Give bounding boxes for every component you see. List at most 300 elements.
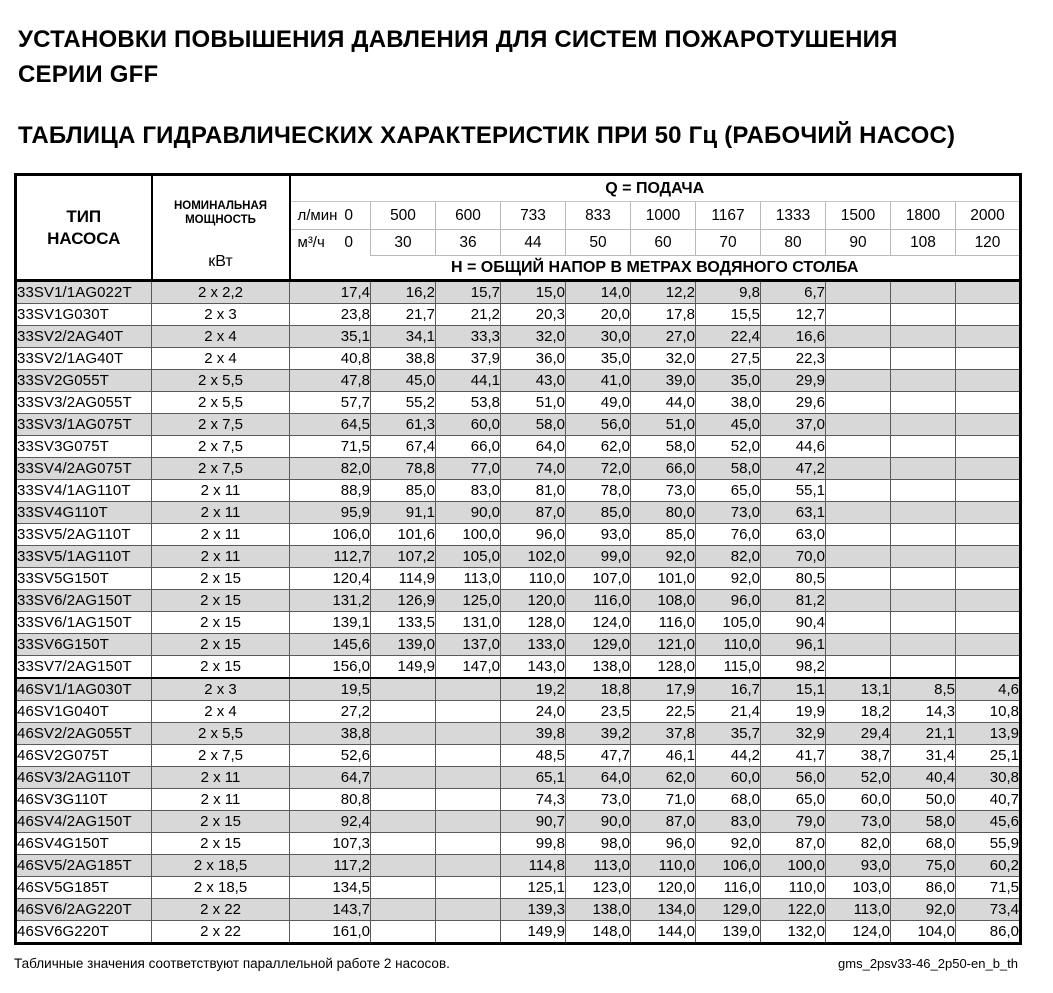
- table-row: [16, 855, 1021, 877]
- head-value-cell: 44,6: [761, 436, 826, 458]
- table-row: [16, 634, 1021, 656]
- table-row: [16, 458, 1021, 480]
- page-title-line2: СЕРИИ GFF: [18, 61, 159, 88]
- power-cell: 2 x 4: [152, 701, 290, 723]
- pump-table-body: [16, 281, 1021, 944]
- head-value-cell: 22,3: [761, 348, 826, 370]
- head-value-cell: 104,0: [891, 921, 956, 944]
- head-value-cell: [956, 546, 1021, 568]
- head-value-cell: 77,0: [436, 458, 501, 480]
- hydraulic-characteristics-table: [14, 173, 1022, 945]
- head-value-cell: 96,0: [631, 833, 696, 855]
- head-value-cell: 131,2: [290, 590, 371, 612]
- head-value-cell: 107,2: [371, 546, 436, 568]
- head-value-cell: 99,0: [566, 546, 631, 568]
- head-value-cell: 80,8: [290, 789, 371, 811]
- head-value-cell: 98,2: [761, 656, 826, 679]
- head-value-cell: 71,5: [956, 877, 1021, 899]
- head-value-cell: 12,2: [631, 281, 696, 304]
- head-value-cell: 45,0: [371, 370, 436, 392]
- flow-m3h-value: 60: [631, 230, 696, 256]
- power-cell: 2 x 3: [152, 304, 290, 326]
- flow-lmin-value: 1000: [631, 202, 696, 230]
- head-value-cell: 22,5: [631, 701, 696, 723]
- head-value-cell: 106,0: [696, 855, 761, 877]
- flow-m3h-value: 108: [891, 230, 956, 256]
- head-value-cell: 17,9: [631, 678, 696, 701]
- pump-type-cell: 33SV2/1AG40T: [16, 348, 152, 370]
- table-row: [16, 701, 1021, 723]
- head-value-cell: [826, 281, 891, 304]
- head-value-cell: [436, 921, 501, 944]
- head-value-cell: 92,0: [631, 546, 696, 568]
- head-value-cell: 81,2: [761, 590, 826, 612]
- head-value-cell: 149,9: [371, 656, 436, 679]
- head-value-cell: 4,6: [956, 678, 1021, 701]
- head-value-cell: [436, 811, 501, 833]
- head-value-cell: 45,6: [956, 811, 1021, 833]
- flow-lmin-value: 500: [371, 202, 436, 230]
- pump-type-cell: 33SV5/2AG110T: [16, 524, 152, 546]
- flow-lmin-value: 833: [566, 202, 631, 230]
- table-row: [16, 921, 1021, 944]
- head-value-cell: 31,4: [891, 745, 956, 767]
- head-value-cell: 48,5: [501, 745, 566, 767]
- pump-type-cell: 33SV6G150T: [16, 634, 152, 656]
- head-value-cell: [826, 634, 891, 656]
- pump-type-cell: 33SV2/2AG40T: [16, 326, 152, 348]
- head-value-cell: [891, 502, 956, 524]
- head-value-cell: [826, 414, 891, 436]
- table-row: [16, 436, 1021, 458]
- head-value-cell: 133,0: [501, 634, 566, 656]
- head-value-cell: [826, 612, 891, 634]
- power-cell: 2 x 11: [152, 480, 290, 502]
- head-value-cell: [436, 701, 501, 723]
- head-value-cell: 90,0: [566, 811, 631, 833]
- head-value-cell: 17,4: [290, 281, 371, 304]
- head-value-cell: 19,5: [290, 678, 371, 701]
- head-value-cell: [826, 436, 891, 458]
- head-value-cell: 92,0: [696, 833, 761, 855]
- power-cell: 2 x 5,5: [152, 392, 290, 414]
- power-cell: 2 x 4: [152, 326, 290, 348]
- head-value-cell: 40,7: [956, 789, 1021, 811]
- head-value-cell: 35,0: [566, 348, 631, 370]
- head-value-cell: 24,0: [501, 701, 566, 723]
- head-value-cell: 51,0: [501, 392, 566, 414]
- table-row: [16, 524, 1021, 546]
- power-cell: 2 x 11: [152, 546, 290, 568]
- head-value-cell: 51,0: [631, 414, 696, 436]
- head-value-cell: 40,8: [290, 348, 371, 370]
- power-cell: 2 x 15: [152, 833, 290, 855]
- head-value-cell: 113,0: [436, 568, 501, 590]
- head-value-cell: 139,3: [501, 899, 566, 921]
- head-value-cell: 132,0: [761, 921, 826, 944]
- head-value-cell: [371, 678, 436, 701]
- pump-type-cell: 33SV5/1AG110T: [16, 546, 152, 568]
- head-value-cell: 15,7: [436, 281, 501, 304]
- head-value-cell: 101,6: [371, 524, 436, 546]
- head-value-cell: 134,0: [631, 899, 696, 921]
- head-value-cell: 113,0: [566, 855, 631, 877]
- power-cell: 2 x 22: [152, 921, 290, 944]
- head-value-cell: 116,0: [696, 877, 761, 899]
- power-cell: 2 x 15: [152, 612, 290, 634]
- head-value-cell: [956, 281, 1021, 304]
- power-cell: 2 x 15: [152, 634, 290, 656]
- head-value-cell: [956, 326, 1021, 348]
- head-value-cell: [956, 480, 1021, 502]
- head-value-cell: [436, 855, 501, 877]
- head-value-cell: 55,2: [371, 392, 436, 414]
- head-value-cell: 66,0: [436, 436, 501, 458]
- head-value-cell: [891, 348, 956, 370]
- head-value-cell: 105,0: [696, 612, 761, 634]
- head-value-cell: 62,0: [566, 436, 631, 458]
- head-value-cell: 65,1: [501, 767, 566, 789]
- page-title: [18, 22, 1035, 92]
- table-row: [16, 656, 1021, 679]
- head-value-cell: 16,2: [371, 281, 436, 304]
- head-value-cell: 58,0: [696, 458, 761, 480]
- pump-type-cell: 46SV6G220T: [16, 921, 152, 944]
- head-value-cell: 14,3: [891, 701, 956, 723]
- head-value-cell: 107,3: [290, 833, 371, 855]
- head-value-cell: [956, 348, 1021, 370]
- power-cell: 2 x 11: [152, 789, 290, 811]
- flow-m3h-value: 70: [696, 230, 761, 256]
- head-value-cell: 46,1: [631, 745, 696, 767]
- flow-m3h-value: 90: [826, 230, 891, 256]
- head-value-cell: 120,0: [501, 590, 566, 612]
- head-value-cell: 27,2: [290, 701, 371, 723]
- head-value-cell: 16,6: [761, 326, 826, 348]
- pump-type-cell: 46SV2/2AG055T: [16, 723, 152, 745]
- head-value-cell: [371, 745, 436, 767]
- flow-lmin-value: 600: [436, 202, 501, 230]
- head-value-cell: 13,1: [826, 678, 891, 701]
- head-value-cell: [956, 502, 1021, 524]
- table-row: [16, 304, 1021, 326]
- pump-type-cell: 33SV1G030T: [16, 304, 152, 326]
- head-value-cell: 87,0: [501, 502, 566, 524]
- head-value-cell: 27,0: [631, 326, 696, 348]
- head-value-cell: 124,0: [826, 921, 891, 944]
- head-value-cell: 58,0: [891, 811, 956, 833]
- head-value-cell: [371, 767, 436, 789]
- head-value-cell: [436, 678, 501, 701]
- head-value-cell: 112,7: [290, 546, 371, 568]
- head-value-cell: 139,0: [371, 634, 436, 656]
- head-value-cell: [956, 634, 1021, 656]
- head-value-cell: 93,0: [566, 524, 631, 546]
- table-row: [16, 833, 1021, 855]
- head-value-cell: 78,0: [566, 480, 631, 502]
- head-value-cell: 57,7: [290, 392, 371, 414]
- head-value-cell: 52,0: [826, 767, 891, 789]
- pump-type-cell: 46SV3/2AG110T: [16, 767, 152, 789]
- head-value-cell: 143,0: [501, 656, 566, 679]
- head-value-cell: 138,0: [566, 656, 631, 679]
- power-unit-label: кВт: [208, 253, 233, 270]
- head-value-cell: 44,0: [631, 392, 696, 414]
- table-row: [16, 546, 1021, 568]
- head-value-cell: 148,0: [566, 921, 631, 944]
- head-value-cell: [956, 392, 1021, 414]
- pump-type-cell: 46SV1G040T: [16, 701, 152, 723]
- head-value-cell: 93,0: [826, 855, 891, 877]
- head-value-cell: 38,8: [290, 723, 371, 745]
- head-value-cell: [956, 304, 1021, 326]
- head-value-cell: 27,5: [696, 348, 761, 370]
- head-value-cell: 133,5: [371, 612, 436, 634]
- head-value-cell: [826, 590, 891, 612]
- head-value-cell: 92,0: [696, 568, 761, 590]
- head-value-cell: 110,0: [761, 877, 826, 899]
- head-value-cell: 80,0: [631, 502, 696, 524]
- head-value-cell: 114,8: [501, 855, 566, 877]
- page-title-line1: УСТАНОВКИ ПОВЫШЕНИЯ ДАВЛЕНИЯ ДЛЯ СИСТЕМ ПОЖАРОТУШЕНИЯ: [18, 26, 898, 53]
- head-value-cell: 122,0: [761, 899, 826, 921]
- head-value-cell: 85,0: [631, 524, 696, 546]
- head-value-cell: [436, 899, 501, 921]
- head-value-cell: 52,6: [290, 745, 371, 767]
- head-value-cell: 90,0: [436, 502, 501, 524]
- head-value-cell: [956, 524, 1021, 546]
- head-value-cell: [891, 458, 956, 480]
- head-value-cell: 71,0: [631, 789, 696, 811]
- head-value-cell: 100,0: [761, 855, 826, 877]
- head-value-cell: 39,8: [501, 723, 566, 745]
- head-value-cell: 95,9: [290, 502, 371, 524]
- head-value-cell: 91,1: [371, 502, 436, 524]
- head-value-cell: 114,9: [371, 568, 436, 590]
- head-value-cell: 121,0: [631, 634, 696, 656]
- pump-type-cell: 33SV4/1AG110T: [16, 480, 152, 502]
- flow-header: Q = ПОДАЧА: [290, 175, 1021, 202]
- pump-type-cell: 33SV6/1AG150T: [16, 612, 152, 634]
- head-value-cell: 92,4: [290, 811, 371, 833]
- flow-lmin-value: 733: [501, 202, 566, 230]
- head-value-cell: 38,8: [371, 348, 436, 370]
- head-value-cell: 149,9: [501, 921, 566, 944]
- head-value-cell: 129,0: [696, 899, 761, 921]
- head-value-cell: 21,1: [891, 723, 956, 745]
- title-block: [0, 0, 1053, 150]
- head-value-cell: 53,8: [436, 392, 501, 414]
- head-value-cell: 23,8: [290, 304, 371, 326]
- head-value-cell: 60,0: [696, 767, 761, 789]
- head-value-cell: 87,0: [631, 811, 696, 833]
- head-value-cell: 35,7: [696, 723, 761, 745]
- head-value-cell: 45,0: [696, 414, 761, 436]
- page-footer: [14, 956, 1020, 971]
- flow-lmin-value: 1167: [696, 202, 761, 230]
- head-value-cell: [956, 414, 1021, 436]
- head-value-cell: 23,5: [566, 701, 631, 723]
- power-cell: 2 x 2,2: [152, 281, 290, 304]
- pump-type-cell: 33SV7/2AG150T: [16, 656, 152, 679]
- head-value-cell: 81,0: [501, 480, 566, 502]
- head-value-cell: [891, 568, 956, 590]
- flow-m3h-value: 30: [371, 230, 436, 256]
- table-row: [16, 414, 1021, 436]
- head-value-cell: [371, 855, 436, 877]
- table-row: [16, 612, 1021, 634]
- head-value-cell: 39,0: [631, 370, 696, 392]
- head-value-cell: 117,2: [290, 855, 371, 877]
- head-value-cell: 56,0: [566, 414, 631, 436]
- head-value-cell: [891, 414, 956, 436]
- head-value-cell: 10,8: [956, 701, 1021, 723]
- head-value-cell: 63,1: [761, 502, 826, 524]
- head-value-cell: 82,0: [696, 546, 761, 568]
- head-value-cell: 125,0: [436, 590, 501, 612]
- table-row: [16, 370, 1021, 392]
- head-value-cell: 76,0: [696, 524, 761, 546]
- head-value-cell: [371, 833, 436, 855]
- head-value-cell: 60,0: [436, 414, 501, 436]
- head-value-cell: 66,0: [631, 458, 696, 480]
- head-value-cell: [436, 767, 501, 789]
- head-value-cell: 83,0: [696, 811, 761, 833]
- head-value-cell: 129,0: [566, 634, 631, 656]
- head-value-cell: 73,0: [696, 502, 761, 524]
- head-value-cell: 82,0: [290, 458, 371, 480]
- pump-type-cell: 46SV6/2AG220T: [16, 899, 152, 921]
- head-value-cell: 15,1: [761, 678, 826, 701]
- head-value-cell: 60,0: [826, 789, 891, 811]
- head-value-cell: 43,0: [501, 370, 566, 392]
- head-value-cell: 85,0: [371, 480, 436, 502]
- flow-m3h-value: 80: [761, 230, 826, 256]
- head-value-cell: 21,2: [436, 304, 501, 326]
- head-value-cell: [371, 723, 436, 745]
- flow-m3h-value: 0: [344, 233, 353, 251]
- table-row: [16, 568, 1021, 590]
- power-cell: 2 x 11: [152, 502, 290, 524]
- head-value-cell: 126,9: [371, 590, 436, 612]
- head-value-cell: 25,1: [956, 745, 1021, 767]
- head-value-cell: 58,0: [631, 436, 696, 458]
- head-value-cell: 67,4: [371, 436, 436, 458]
- head-value-cell: [891, 480, 956, 502]
- table-row: [16, 767, 1021, 789]
- head-value-cell: 90,4: [761, 612, 826, 634]
- power-cell: 2 x 4: [152, 348, 290, 370]
- head-value-cell: 37,8: [631, 723, 696, 745]
- flow-m3h-value: 50: [566, 230, 631, 256]
- head-value-cell: 96,0: [501, 524, 566, 546]
- head-value-cell: 64,0: [501, 436, 566, 458]
- flow-lmin-value: 0: [344, 206, 353, 224]
- head-value-cell: 64,7: [290, 767, 371, 789]
- head-value-cell: 72,0: [566, 458, 631, 480]
- flow-lmin-value: 2000: [956, 202, 1021, 230]
- power-cell: 2 x 3: [152, 678, 290, 701]
- head-value-cell: 21,4: [696, 701, 761, 723]
- head-value-cell: 63,0: [761, 524, 826, 546]
- head-value-cell: 147,0: [436, 656, 501, 679]
- head-value-cell: 18,2: [826, 701, 891, 723]
- pump-type-cell: 33SV4G110T: [16, 502, 152, 524]
- pump-type-cell: 46SV4/2AG150T: [16, 811, 152, 833]
- head-value-cell: 32,0: [631, 348, 696, 370]
- head-value-cell: 47,2: [761, 458, 826, 480]
- head-value-cell: 83,0: [436, 480, 501, 502]
- head-value-cell: [956, 370, 1021, 392]
- head-value-cell: 50,0: [891, 789, 956, 811]
- head-value-cell: 41,7: [761, 745, 826, 767]
- table-row: [16, 789, 1021, 811]
- power-cell: 2 x 7,5: [152, 458, 290, 480]
- table-subtitle: ТАБЛИЦА ГИДРАВЛИЧЕСКИХ ХАРАКТЕРИСТИК ПРИ 50 Гц (РАБОЧИЙ НАСОС): [18, 122, 956, 149]
- head-value-cell: 20,3: [501, 304, 566, 326]
- head-value-cell: 79,0: [761, 811, 826, 833]
- head-value-cell: 52,0: [696, 436, 761, 458]
- head-value-cell: 86,0: [891, 877, 956, 899]
- power-cell: 2 x 5,5: [152, 723, 290, 745]
- head-value-cell: 21,7: [371, 304, 436, 326]
- head-value-cell: [371, 921, 436, 944]
- head-value-cell: 35,0: [696, 370, 761, 392]
- head-value-cell: [436, 723, 501, 745]
- power-cell: 2 x 15: [152, 568, 290, 590]
- head-value-cell: [826, 546, 891, 568]
- flow-lmin-value: 1800: [891, 202, 956, 230]
- head-value-cell: [956, 458, 1021, 480]
- head-value-cell: 8,5: [891, 678, 956, 701]
- pump-type-cell: 33SV3/2AG055T: [16, 392, 152, 414]
- head-value-cell: [371, 899, 436, 921]
- head-value-cell: 139,1: [290, 612, 371, 634]
- head-value-cell: [956, 612, 1021, 634]
- head-value-cell: 35,1: [290, 326, 371, 348]
- head-value-cell: 36,0: [501, 348, 566, 370]
- head-value-cell: [956, 436, 1021, 458]
- table-row: [16, 480, 1021, 502]
- head-value-cell: [956, 590, 1021, 612]
- head-value-cell: 105,0: [436, 546, 501, 568]
- head-value-cell: 88,9: [290, 480, 371, 502]
- head-value-cell: 37,0: [761, 414, 826, 436]
- head-value-cell: 85,0: [566, 502, 631, 524]
- pump-type-cell: 46SV3G110T: [16, 789, 152, 811]
- head-value-cell: 143,7: [290, 899, 371, 921]
- head-value-cell: 17,8: [631, 304, 696, 326]
- head-value-cell: 73,0: [566, 789, 631, 811]
- pump-type-cell: 33SV4/2AG075T: [16, 458, 152, 480]
- head-value-cell: [891, 370, 956, 392]
- head-value-cell: 73,0: [826, 811, 891, 833]
- head-value-cell: 116,0: [566, 590, 631, 612]
- pump-type-cell: 33SV6/2AG150T: [16, 590, 152, 612]
- head-value-cell: [826, 326, 891, 348]
- head-value-cell: 78,8: [371, 458, 436, 480]
- pump-type-header: ТИП НАСОСА: [16, 175, 152, 281]
- head-value-cell: 87,0: [761, 833, 826, 855]
- head-value-cell: 144,0: [631, 921, 696, 944]
- m3h-unit-label: м³/ч: [297, 234, 325, 252]
- table-row: [16, 392, 1021, 414]
- head-value-cell: 106,0: [290, 524, 371, 546]
- head-value-cell: [826, 370, 891, 392]
- head-value-cell: [891, 326, 956, 348]
- head-value-cell: [826, 524, 891, 546]
- pump-type-cell: 46SV5/2AG185T: [16, 855, 152, 877]
